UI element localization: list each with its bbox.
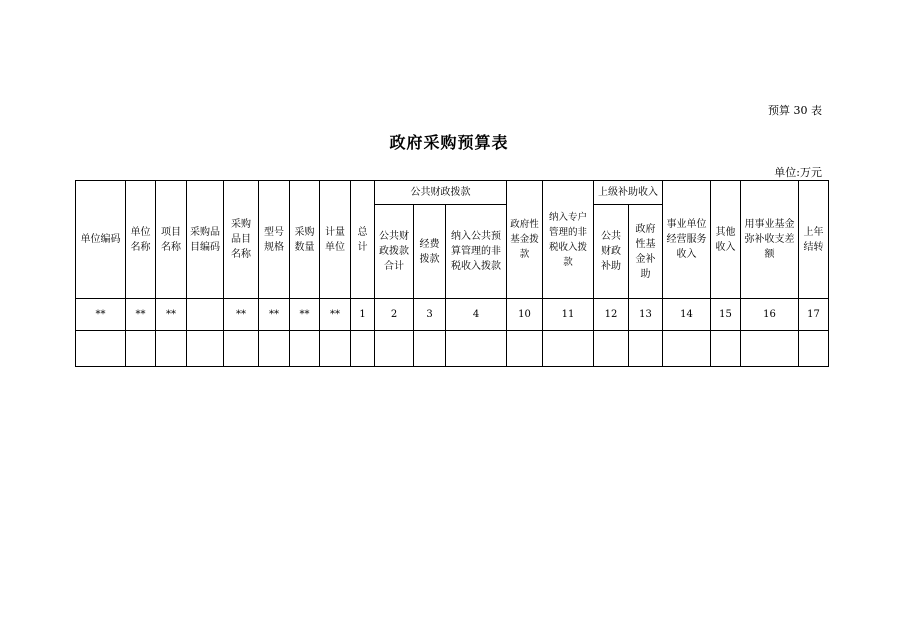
table-cell: ** — [224, 299, 259, 331]
table-cell — [507, 331, 543, 367]
header-other-income: 其他收入 — [711, 181, 741, 299]
table-cell: 1 — [351, 299, 375, 331]
table-cell — [259, 331, 290, 367]
header-sub-gov-fund: 政府性基金补助 — [629, 205, 663, 299]
table-cell — [76, 331, 126, 367]
table-cell: ** — [290, 299, 320, 331]
table-cell: 4 — [446, 299, 507, 331]
table-cell — [663, 331, 711, 367]
header-carryover: 上年结转 — [799, 181, 829, 299]
table-cell: 15 — [711, 299, 741, 331]
header-model: 型号规格 — [259, 181, 290, 299]
header-total: 总计 — [351, 181, 375, 299]
table-cell: 11 — [543, 299, 594, 331]
table-cell: 3 — [414, 299, 446, 331]
header-gov-fund: 政府性基金拨款 — [507, 181, 543, 299]
header-item-code: 采购品目编码 — [187, 181, 224, 299]
header-pf-nontax: 纳入公共预算管理的非税收入拨款 — [446, 205, 507, 299]
table-cell — [290, 331, 320, 367]
table-cell — [446, 331, 507, 367]
table-cell — [156, 331, 187, 367]
header-business-income: 事业单位经营服务收入 — [663, 181, 711, 299]
table-cell — [351, 331, 375, 367]
header-unit-name: 单位名称 — [126, 181, 156, 299]
table-cell: 12 — [594, 299, 629, 331]
table-cell — [224, 331, 259, 367]
table-cell: ** — [320, 299, 351, 331]
header-quantity: 采购数量 — [290, 181, 320, 299]
header-fund-offset: 用事业基金弥补收支差额 — [741, 181, 799, 299]
header-special-nontax: 纳入专户管理的非税收入拨款 — [543, 181, 594, 299]
table-cell — [187, 331, 224, 367]
table-cell — [799, 331, 829, 367]
header-superior-subsidy: 上级补助收入 — [594, 181, 663, 205]
page-title: 政府采购预算表 — [389, 133, 509, 152]
table-cell — [741, 331, 799, 367]
table-cell — [375, 331, 414, 367]
table-cell: ** — [156, 299, 187, 331]
table-cell: ** — [76, 299, 126, 331]
table-cell — [187, 299, 224, 331]
table-cell: 16 — [741, 299, 799, 331]
header-pf-funds: 经费拨款 — [414, 205, 446, 299]
table-cell: 2 — [375, 299, 414, 331]
header-unit-code: 单位编码 — [76, 181, 126, 299]
table-cell: ** — [126, 299, 156, 331]
table-cell — [126, 331, 156, 367]
unit-label: 单位:万元 — [774, 166, 822, 179]
form-number: 预算 30 表 — [768, 104, 822, 117]
table-cell — [594, 331, 629, 367]
table-cell — [543, 331, 594, 367]
table-cell — [320, 331, 351, 367]
header-sub-public: 公共财政补助 — [594, 205, 629, 299]
table-row — [76, 299, 829, 331]
header-row-1 — [76, 181, 829, 205]
table-cell — [711, 331, 741, 367]
table-cell: 14 — [663, 299, 711, 331]
table-row — [76, 331, 829, 367]
header-project-name: 项目名称 — [156, 181, 187, 299]
table-cell: ** — [259, 299, 290, 331]
table-cell: 13 — [629, 299, 663, 331]
table-cell: 17 — [799, 299, 829, 331]
budget-table — [75, 180, 829, 367]
table-cell: 10 — [507, 299, 543, 331]
table-cell — [629, 331, 663, 367]
table-cell — [414, 331, 446, 367]
header-item-name: 采购品目名称 — [224, 181, 259, 299]
header-public-finance: 公共财政拨款 — [375, 181, 507, 205]
header-pf-total: 公共财政拨款合计 — [375, 205, 414, 299]
header-measure-unit: 计量单位 — [320, 181, 351, 299]
